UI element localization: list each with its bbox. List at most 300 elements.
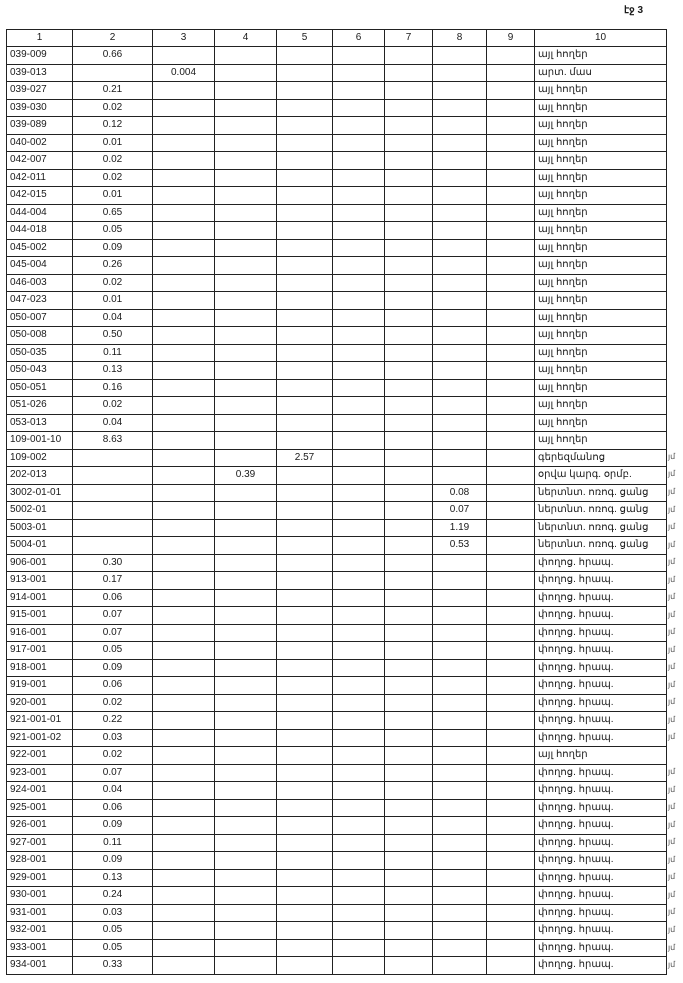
area-cell	[215, 817, 277, 835]
table-row	[7, 309, 667, 327]
area-cell: 0.02	[73, 152, 153, 170]
area-cell	[215, 677, 277, 695]
land-use-cell: փողոց. հրապ.	[535, 799, 667, 817]
area-cell	[333, 274, 385, 292]
parcel-code-cell: 921-001-02	[7, 729, 73, 747]
parcel-code-cell: 906-001	[7, 554, 73, 572]
area-cell	[277, 99, 333, 117]
area-cell	[277, 677, 333, 695]
area-cell	[385, 694, 433, 712]
area-cell	[153, 309, 215, 327]
margin-mark: յմ	[668, 487, 676, 496]
margin-mark: յմ	[668, 767, 676, 777]
area-cell: 0.26	[73, 257, 153, 275]
parcel-code-cell: 040-002	[7, 134, 73, 152]
area-cell	[385, 747, 433, 765]
area-cell	[277, 642, 333, 660]
table-row	[7, 572, 667, 590]
area-cell	[215, 344, 277, 362]
col-header: 5	[277, 30, 333, 47]
area-cell	[277, 484, 333, 502]
area-cell	[333, 659, 385, 677]
area-cell	[333, 64, 385, 82]
area-cell	[385, 799, 433, 817]
table-body	[7, 47, 667, 975]
area-cell: 0.17	[73, 572, 153, 590]
margin-mark: յմ	[668, 469, 676, 479]
area-cell	[385, 327, 433, 345]
land-use-cell: փողոց. հրապ.	[535, 782, 667, 800]
area-cell	[153, 274, 215, 292]
area-cell	[73, 449, 153, 467]
table-header-row	[7, 30, 667, 47]
area-cell	[333, 47, 385, 65]
land-use-cell: փողոց. հրապ.	[535, 624, 667, 642]
area-cell	[153, 292, 215, 310]
parcel-code-cell: 922-001	[7, 747, 73, 765]
area-cell	[153, 729, 215, 747]
parcel-code-cell: 917-001	[7, 642, 73, 660]
table-row	[7, 134, 667, 152]
area-cell	[487, 152, 535, 170]
area-cell	[487, 169, 535, 187]
parcel-code-cell: 046-003	[7, 274, 73, 292]
area-cell	[433, 397, 487, 415]
parcel-code-cell: 202-013	[7, 467, 73, 485]
area-cell	[333, 572, 385, 590]
land-use-cell: փողոց. հրապ.	[535, 887, 667, 905]
area-cell	[277, 607, 333, 625]
col-header: 10	[535, 30, 667, 47]
area-cell	[153, 624, 215, 642]
area-cell	[73, 484, 153, 502]
area-cell: 0.02	[73, 274, 153, 292]
area-cell	[433, 799, 487, 817]
area-cell: 0.05	[73, 222, 153, 240]
area-cell	[215, 939, 277, 957]
parcel-code-cell: 926-001	[7, 817, 73, 835]
area-cell	[215, 257, 277, 275]
area-cell	[433, 747, 487, 765]
area-cell	[385, 379, 433, 397]
parcel-code-cell: 915-001	[7, 607, 73, 625]
area-cell: 1.19	[433, 519, 487, 537]
area-cell	[153, 869, 215, 887]
area-cell: 0.04	[73, 309, 153, 327]
area-cell: 0.12	[73, 117, 153, 135]
area-cell	[433, 117, 487, 135]
area-cell	[487, 344, 535, 362]
area-cell	[385, 659, 433, 677]
parcel-code-cell: 042-015	[7, 187, 73, 205]
area-cell	[385, 292, 433, 310]
col-header: 7	[385, 30, 433, 47]
area-cell: 0.11	[73, 834, 153, 852]
land-use-cell: փողոց. հրապ.	[535, 554, 667, 572]
area-cell: 0.33	[73, 957, 153, 975]
land-use-cell: ներտնտ. ոռոգ. ցանց	[535, 484, 667, 502]
area-cell: 0.02	[73, 169, 153, 187]
area-cell	[487, 222, 535, 240]
area-cell	[215, 292, 277, 310]
area-cell	[333, 362, 385, 380]
area-cell	[153, 957, 215, 975]
area-cell	[333, 344, 385, 362]
table-row	[7, 747, 667, 765]
area-cell	[215, 82, 277, 100]
area-cell	[277, 712, 333, 730]
area-cell	[333, 397, 385, 415]
parcel-code-cell: 933-001	[7, 939, 73, 957]
area-cell	[153, 887, 215, 905]
area-cell: 0.21	[73, 82, 153, 100]
area-cell	[433, 554, 487, 572]
area-cell	[153, 922, 215, 940]
area-cell	[277, 204, 333, 222]
area-cell	[215, 572, 277, 590]
table-row	[7, 852, 667, 870]
margin-mark: յմ	[668, 802, 676, 812]
parcel-code-cell: 934-001	[7, 957, 73, 975]
area-cell	[277, 257, 333, 275]
area-cell: 0.02	[73, 397, 153, 415]
area-cell	[215, 869, 277, 887]
area-cell: 0.09	[73, 817, 153, 835]
area-cell	[487, 309, 535, 327]
area-cell	[333, 519, 385, 537]
area-cell	[385, 519, 433, 537]
area-cell	[385, 414, 433, 432]
table-row	[7, 554, 667, 572]
area-cell: 2.57	[277, 449, 333, 467]
parcel-code-cell: 931-001	[7, 904, 73, 922]
area-cell	[385, 677, 433, 695]
table-row	[7, 922, 667, 940]
land-use-cell: այլ հողեր	[535, 292, 667, 310]
area-cell	[333, 99, 385, 117]
area-cell	[385, 362, 433, 380]
area-cell	[277, 922, 333, 940]
area-cell: 0.22	[73, 712, 153, 730]
area-cell	[333, 852, 385, 870]
parcel-code-cell: 109-002	[7, 449, 73, 467]
margin-mark: յմ	[668, 714, 676, 724]
land-use-cell: գերեզմանոց	[535, 449, 667, 467]
parcel-code-cell: 921-001-01	[7, 712, 73, 730]
table-row	[7, 589, 667, 607]
area-cell	[487, 642, 535, 660]
land-use-cell: փողոց. հրապ.	[535, 589, 667, 607]
parcel-code-cell: 923-001	[7, 764, 73, 782]
area-cell	[153, 134, 215, 152]
area-cell	[433, 204, 487, 222]
area-cell	[385, 239, 433, 257]
area-cell	[385, 152, 433, 170]
area-cell	[333, 869, 385, 887]
area-cell	[333, 117, 385, 135]
area-cell	[153, 572, 215, 590]
area-cell	[487, 47, 535, 65]
margin-mark: յմ	[668, 960, 676, 970]
area-cell	[385, 169, 433, 187]
area-cell	[153, 467, 215, 485]
table-row	[7, 414, 667, 432]
area-cell	[385, 607, 433, 625]
area-cell: 0.09	[73, 659, 153, 677]
area-cell	[333, 134, 385, 152]
area-cell	[215, 922, 277, 940]
area-cell	[277, 782, 333, 800]
area-cell	[385, 572, 433, 590]
land-use-cell: փողոց. հրապ.	[535, 869, 667, 887]
area-cell	[487, 659, 535, 677]
land-use-cell: այլ հողեր	[535, 747, 667, 765]
area-cell	[215, 362, 277, 380]
area-cell: 0.39	[215, 467, 277, 485]
area-cell	[277, 869, 333, 887]
area-cell	[385, 204, 433, 222]
col-header: 3	[153, 30, 215, 47]
area-cell	[385, 432, 433, 450]
area-cell	[153, 677, 215, 695]
area-cell	[333, 694, 385, 712]
margin-mark: յմ	[668, 574, 676, 584]
area-cell	[487, 414, 535, 432]
col-header: 9	[487, 30, 535, 47]
land-use-cell: այլ հողեր	[535, 257, 667, 275]
area-cell	[433, 169, 487, 187]
area-cell	[153, 204, 215, 222]
table-row	[7, 257, 667, 275]
area-cell: 0.06	[73, 589, 153, 607]
land-use-cell: փողոց. հրապ.	[535, 694, 667, 712]
area-cell	[153, 117, 215, 135]
table-row	[7, 957, 667, 975]
area-cell	[385, 887, 433, 905]
area-cell	[385, 344, 433, 362]
parcel-code-cell: 916-001	[7, 624, 73, 642]
area-cell	[487, 799, 535, 817]
area-cell	[215, 222, 277, 240]
area-cell: 0.05	[73, 922, 153, 940]
area-cell	[333, 222, 385, 240]
area-cell	[215, 484, 277, 502]
area-cell	[215, 834, 277, 852]
area-cell	[385, 187, 433, 205]
area-cell	[277, 47, 333, 65]
area-cell	[487, 887, 535, 905]
table-row	[7, 712, 667, 730]
area-cell	[153, 782, 215, 800]
area-cell	[433, 239, 487, 257]
area-cell	[487, 204, 535, 222]
area-cell: 0.07	[73, 607, 153, 625]
area-cell	[385, 484, 433, 502]
land-use-cell: այլ հողեր	[535, 344, 667, 362]
area-cell: 0.04	[73, 782, 153, 800]
parcel-code-cell: 3002-01-01	[7, 484, 73, 502]
area-cell	[333, 467, 385, 485]
area-cell	[277, 222, 333, 240]
area-cell	[433, 64, 487, 82]
table-row	[7, 694, 667, 712]
land-use-cell: այլ հողեր	[535, 169, 667, 187]
area-cell	[153, 904, 215, 922]
table-row	[7, 782, 667, 800]
parcel-code-cell: 044-004	[7, 204, 73, 222]
area-cell	[277, 624, 333, 642]
area-cell	[433, 222, 487, 240]
area-cell: 0.53	[433, 537, 487, 555]
area-cell	[487, 292, 535, 310]
area-cell	[153, 47, 215, 65]
area-cell	[333, 817, 385, 835]
area-cell	[385, 624, 433, 642]
area-cell	[215, 624, 277, 642]
parcel-code-cell: 5003-01	[7, 519, 73, 537]
parcel-code-cell: 918-001	[7, 659, 73, 677]
area-cell	[333, 309, 385, 327]
area-cell	[277, 904, 333, 922]
area-cell	[487, 554, 535, 572]
area-cell	[487, 379, 535, 397]
area-cell	[385, 397, 433, 415]
area-cell	[215, 187, 277, 205]
area-cell	[153, 694, 215, 712]
area-cell	[487, 502, 535, 520]
area-cell	[487, 677, 535, 695]
area-cell	[333, 642, 385, 660]
area-cell	[215, 379, 277, 397]
table-row	[7, 817, 667, 835]
area-cell	[215, 607, 277, 625]
area-cell: 0.01	[73, 292, 153, 310]
margin-mark: յմ	[668, 819, 676, 829]
area-cell	[215, 117, 277, 135]
table-row	[7, 624, 667, 642]
area-cell	[215, 204, 277, 222]
area-cell	[277, 554, 333, 572]
area-cell	[433, 327, 487, 345]
area-cell	[277, 834, 333, 852]
area-cell	[385, 904, 433, 922]
land-use-cell: այլ հողեր	[535, 274, 667, 292]
area-cell	[433, 712, 487, 730]
area-cell	[73, 519, 153, 537]
area-cell	[333, 204, 385, 222]
margin-mark: յմ	[668, 557, 676, 567]
area-cell	[215, 554, 277, 572]
area-cell	[433, 659, 487, 677]
table-row	[7, 834, 667, 852]
margin-mark: յմ	[668, 925, 676, 934]
margin-mark: յմ	[668, 644, 676, 654]
table-row	[7, 887, 667, 905]
area-cell	[73, 537, 153, 555]
area-cell	[277, 572, 333, 590]
area-cell	[277, 887, 333, 905]
land-use-cell: փողոց. հրապ.	[535, 607, 667, 625]
area-cell	[433, 939, 487, 957]
area-cell	[277, 274, 333, 292]
parcel-code-cell: 045-002	[7, 239, 73, 257]
area-cell	[153, 344, 215, 362]
area-cell: 0.06	[73, 799, 153, 817]
area-cell	[385, 712, 433, 730]
parcel-code-cell: 924-001	[7, 782, 73, 800]
table-row	[7, 764, 667, 782]
table-row	[7, 64, 667, 82]
area-cell	[487, 572, 535, 590]
area-cell: 0.07	[73, 624, 153, 642]
area-cell	[153, 362, 215, 380]
area-cell	[385, 537, 433, 555]
area-cell	[333, 449, 385, 467]
area-cell	[385, 82, 433, 100]
area-cell	[433, 624, 487, 642]
margin-mark: յմ	[668, 784, 676, 794]
area-cell	[487, 449, 535, 467]
area-cell	[487, 362, 535, 380]
area-cell	[333, 939, 385, 957]
area-cell	[487, 939, 535, 957]
table-row	[7, 502, 667, 520]
table-row	[7, 187, 667, 205]
page-number-label: էջ 3	[624, 5, 644, 16]
margin-mark: յմ	[668, 627, 676, 637]
land-use-cell: փողոց. հրապ.	[535, 764, 667, 782]
table-row	[7, 729, 667, 747]
area-cell: 0.03	[73, 729, 153, 747]
land-use-cell: փողոց. հրապ.	[535, 712, 667, 730]
area-cell	[487, 852, 535, 870]
area-cell	[433, 677, 487, 695]
parcel-code-cell: 042-011	[7, 169, 73, 187]
col-header: 2	[73, 30, 153, 47]
area-cell	[433, 414, 487, 432]
margin-mark: յմ	[668, 889, 676, 899]
parcel-code-cell: 039-030	[7, 99, 73, 117]
parcel-code-cell: 053-013	[7, 414, 73, 432]
area-cell	[153, 554, 215, 572]
margin-mark: յմ	[668, 837, 676, 847]
area-cell	[153, 659, 215, 677]
parcel-code-cell: 927-001	[7, 834, 73, 852]
area-cell	[487, 239, 535, 257]
area-cell	[153, 239, 215, 257]
area-cell: 0.06	[73, 677, 153, 695]
area-cell	[487, 134, 535, 152]
area-cell	[215, 432, 277, 450]
area-cell	[487, 869, 535, 887]
parcel-code-cell: 919-001	[7, 677, 73, 695]
area-cell	[215, 782, 277, 800]
col-header: 8	[433, 30, 487, 47]
land-use-cell: ներտնտ. ոռոգ. ցանց	[535, 502, 667, 520]
area-cell	[215, 397, 277, 415]
area-cell	[215, 729, 277, 747]
area-cell	[153, 99, 215, 117]
land-use-cell: փողոց. հրապ.	[535, 957, 667, 975]
area-cell	[433, 152, 487, 170]
parcel-code-cell: 047-023	[7, 292, 73, 310]
area-cell	[487, 64, 535, 82]
area-cell	[215, 134, 277, 152]
area-cell	[487, 729, 535, 747]
area-cell	[333, 904, 385, 922]
parcel-code-cell: 920-001	[7, 694, 73, 712]
area-cell	[385, 449, 433, 467]
